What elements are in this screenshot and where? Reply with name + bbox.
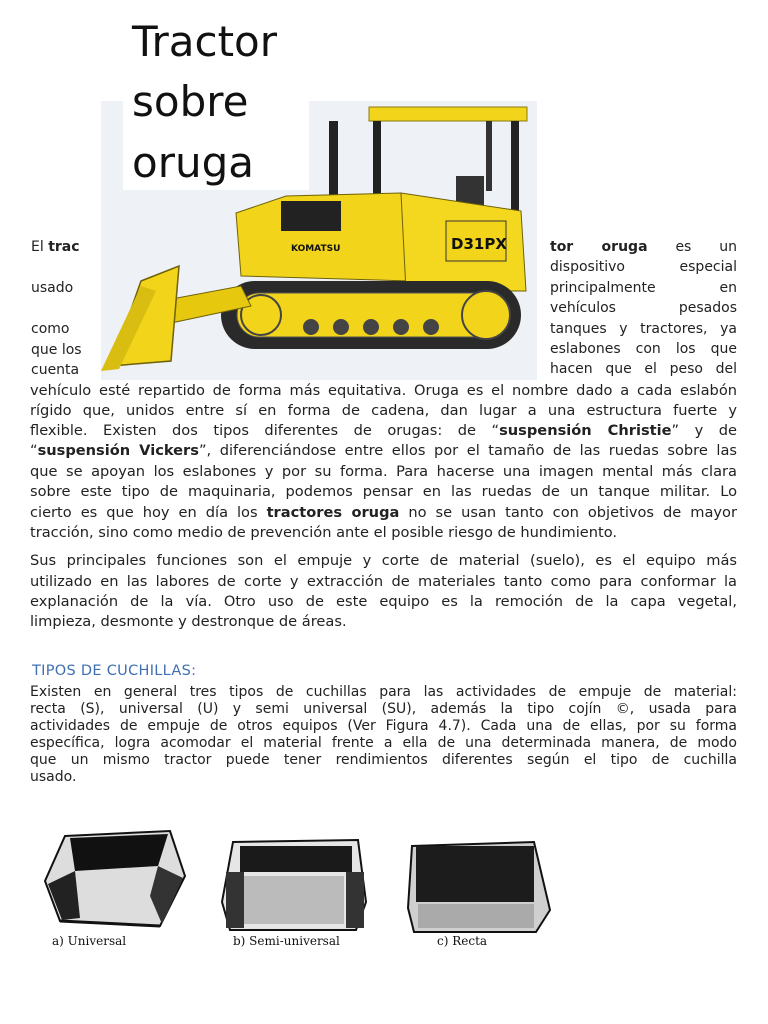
intro-right-line: eslabones con los que <box>550 340 737 357</box>
paragraph1-line: rígido que, unidos entre sí en forma de cadena, dan lugar a una estructura fuerte y <box>30 402 737 419</box>
paragraph1-line: vehículo esté repartido de forma más equitativa. Oruga es el nombre dado a cada eslabón <box>30 382 737 399</box>
intro-left-4: que los <box>31 342 82 358</box>
paragraph1-line: tracción, sino como medio de prevención ante el posible riesgo de hundimiento. <box>30 524 618 541</box>
paragraph1-line: flexible. Existen dos tipos diferentes de orugas: de “suspensión Christie” y de <box>30 422 737 439</box>
section-line: usado. <box>30 769 77 785</box>
page-title-line2: sobre <box>132 77 249 126</box>
intro-right-column <box>550 237 737 380</box>
paragraph2-line: limpieza, desmonte y destronque de áreas. <box>30 613 347 630</box>
section-line: Existen en general tres tipos de cuchillas para las actividades de empuje de material: <box>30 684 737 700</box>
section-line: que un mismo tractor puede tener rendimientos diferentes según el tipo de cuchilla <box>30 752 737 768</box>
intro-right-line: hacen que el peso del <box>550 361 737 378</box>
paragraph1-line: que se apoyan los eslabones y por su forma. Para hacerse una imagen mental más clara <box>30 463 737 480</box>
paragraph1-line: sobre este tipo de maquinaria, podemos pensar en las ruedas de un tanque militar. Lo <box>30 483 737 500</box>
section-heading: TIPOS DE CUCHILLAS: <box>32 663 197 679</box>
model-label: D31PX <box>451 235 507 253</box>
intro-left-1: El trac <box>31 239 80 255</box>
intro-right-line: vehículos pesados <box>550 300 737 317</box>
intro-left-2: usado <box>31 280 74 296</box>
intro-right-line: tor oruga es un <box>550 239 738 255</box>
figure-straight-blade <box>404 838 552 936</box>
section-line: específica, logra acomodar el material frente a ella de una determinada manera, de modo <box>30 735 737 751</box>
paragraph2-line: explanación de la vía. Otro uso de este equipo es la remoción de la capa vegetal, <box>30 593 737 610</box>
intro-right-line: tanques y tractores, ya <box>550 320 737 337</box>
paragraph1-line: cierto es que hoy en día los tractores oruga no se usan tanto con objetivos de mayor <box>30 504 737 521</box>
figure-caption-universal: a) Universal <box>52 934 127 948</box>
paragraph1-line: “suspensión Vickers”, diferenciándose entre ellos por el tamaño de las ruedas sobre las <box>30 442 737 459</box>
brand-label: KOMATSU <box>291 244 341 254</box>
figure-semi-universal-blade <box>218 832 368 936</box>
section-line: actividades de empuje de otros equipos (Ver Figura 4.7). Cada una de ellas, por su forma <box>30 718 737 734</box>
figure-universal-blade <box>40 826 190 938</box>
figure-caption-semi-universal: b) Semi-universal <box>233 934 340 948</box>
paragraph2-line: utilizado en las labores de corte y extracción de materiales tanto como para conformar la <box>30 573 737 590</box>
intro-right-line: dispositivo especial <box>550 259 737 276</box>
intro-left-3: como <box>31 321 70 337</box>
page-title-line3: oruga <box>132 138 254 187</box>
intro-left-5: cuenta <box>31 362 80 378</box>
page-title-line1: Tractor <box>132 17 278 66</box>
paragraph2-line: Sus principales funciones son el empuje y corte de material (suelo), es el equipo más <box>30 552 737 569</box>
intro-right-line: principalmente en <box>550 279 737 296</box>
section-line: recta (S), universal (U) y semi universal (SU), además la tipo cojín ©, usada para <box>30 701 737 717</box>
figure-caption-straight: c) Recta <box>437 934 488 948</box>
